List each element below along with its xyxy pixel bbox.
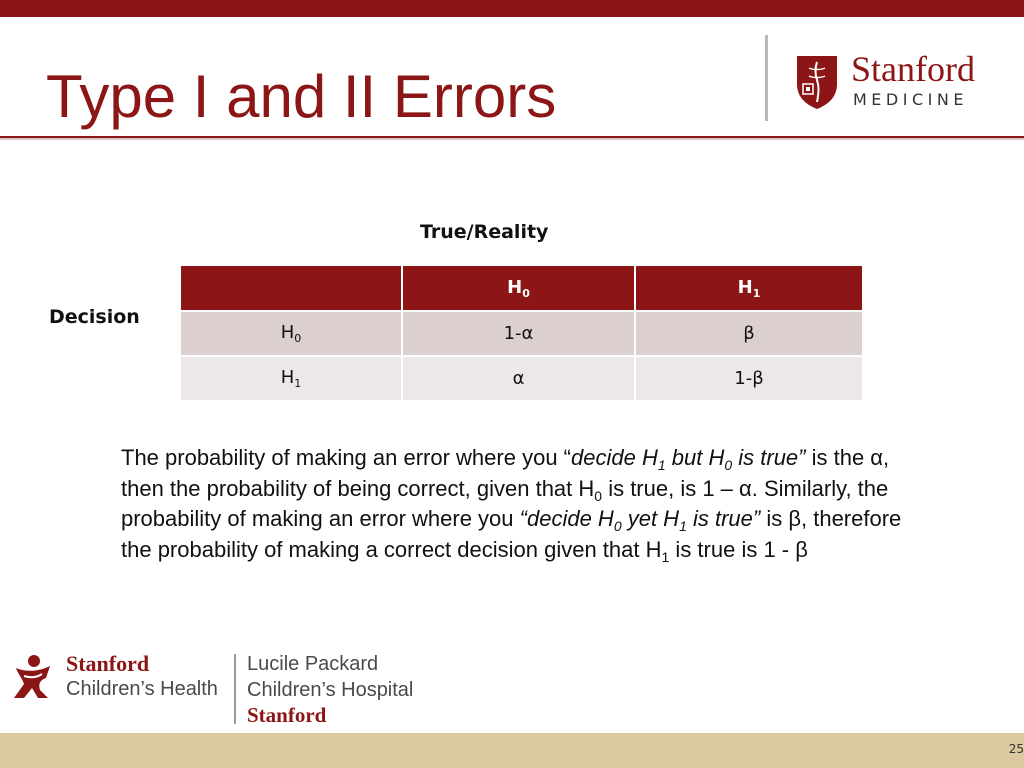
stanford-medicine-logo — [795, 49, 1010, 114]
stanford-medicine-subtitle: MEDICINE — [853, 90, 968, 109]
header-cell-h0: $H_0$ — [402, 265, 635, 311]
page-number: 25 — [1008, 742, 1024, 756]
slide-title: Type I and II Errors — [46, 63, 557, 130]
lpch-name-line2: Children’s Hospital — [247, 679, 414, 701]
header-cell-empty — [180, 265, 402, 311]
title-underline-shadow — [0, 138, 1024, 140]
lpch-name-line3: Stanford — [247, 703, 327, 727]
row-label-h1: $H_1$ — [180, 356, 402, 401]
top-accent-bar — [0, 0, 1024, 17]
table-header-row — [180, 265, 863, 311]
table-cell: 1-α — [402, 311, 635, 356]
row-group-label: Decision — [49, 306, 140, 328]
stanford-medicine-name: Stanford — [851, 49, 975, 89]
logo-divider — [765, 35, 768, 121]
table-cell: 1-β — [635, 356, 863, 401]
footer-bar — [0, 733, 1024, 768]
error-table — [179, 264, 864, 402]
sch-name-line2: Children’s Health — [66, 678, 218, 700]
footer-logo-divider — [234, 654, 236, 724]
table-row — [180, 311, 863, 356]
stanford-medicine-shield-icon — [795, 54, 839, 110]
table-row — [180, 356, 863, 401]
table-cell: α — [402, 356, 635, 401]
footer-logos — [12, 652, 432, 728]
column-group-label: True/Reality — [420, 221, 549, 243]
stanford-childrens-health-icon — [12, 654, 54, 700]
lpch-name-line1: Lucile Packard — [247, 653, 379, 675]
row-label-h0: $H_0$ — [180, 311, 402, 356]
header-cell-h1: $H_1$ — [635, 265, 863, 311]
table-cell: β — [635, 311, 863, 356]
sch-name-line1: Stanford — [66, 651, 150, 676]
explanation-paragraph: The probability of making an error where you “decide $H_1$ but $H_0$ is true” is the α, then the probability of being correct, given that $H_0$ is true, is 1 – α. Similarly, the probability of making an error where you “decide $H_0$ yet $H_1$ is true” is β, therefore the probability of making a correct decision given that $H_1$ is true is 1 - β — [121, 445, 902, 565]
